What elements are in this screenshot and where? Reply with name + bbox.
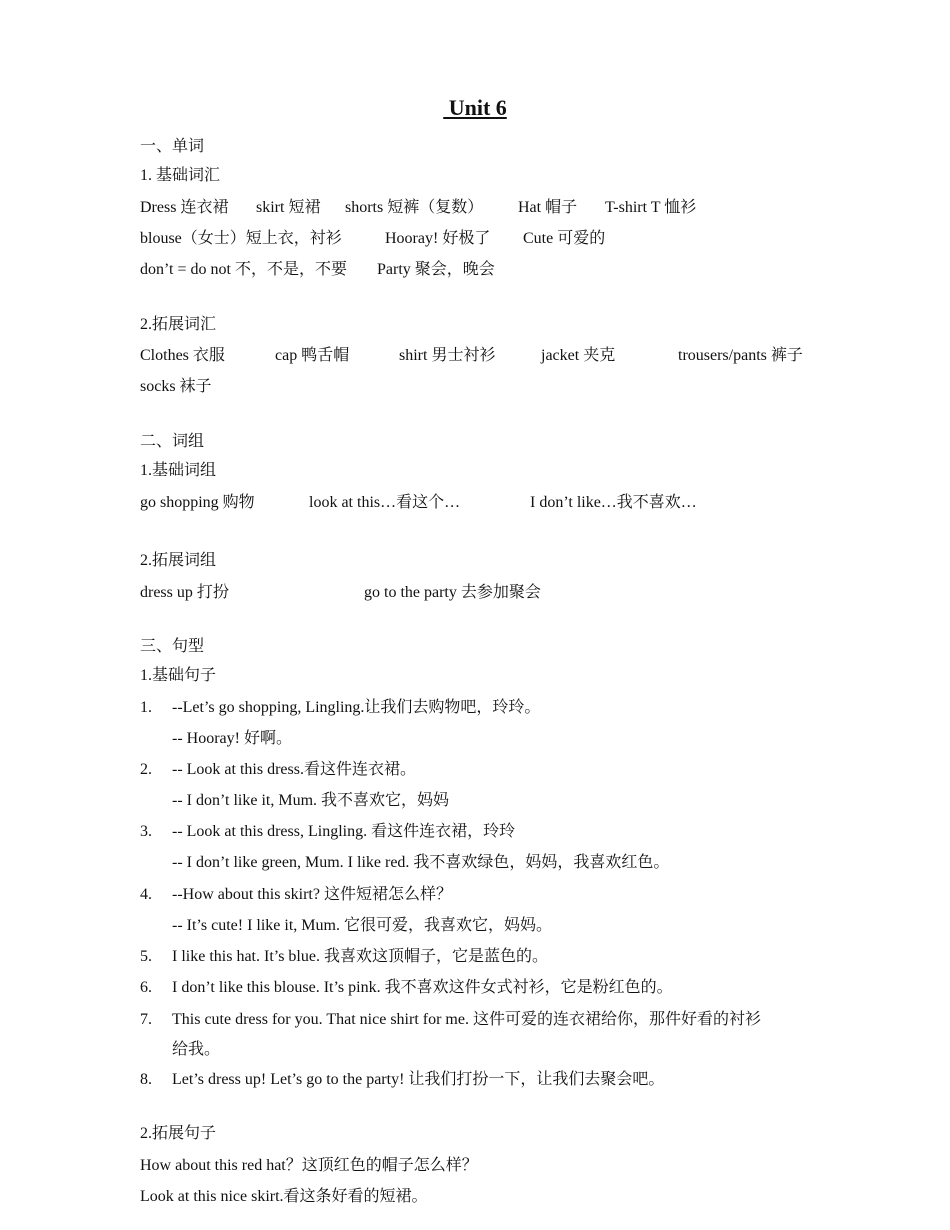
word-entry: shirt 男士衬衫 xyxy=(399,347,496,364)
word-entry: don’t = do not 不，不是，不要 xyxy=(140,261,347,278)
section-heading-words: 一、单词 xyxy=(140,138,205,155)
phrase-entry: go to the party 去参加聚会 xyxy=(364,584,541,601)
list-number: 5. xyxy=(140,948,152,965)
sentence-text: I like this hat. It’s blue. 我喜欢这顶帽子，它是蓝色的。 xyxy=(172,948,548,965)
sentence-text: I don’t like this blouse. It’s pink. 我不喜欢这件女式衬衫，它是粉红色的。 xyxy=(172,979,673,996)
subheading-extended-words: 2.拓展词汇 xyxy=(140,316,217,333)
sentence-text: -- Look at this dress, Lingling. 看这件连衣裙，玲玲 xyxy=(172,823,516,840)
section-heading-sentences: 三、句型 xyxy=(140,638,205,655)
subheading-basic-phrases: 1.基础词组 xyxy=(140,462,217,479)
extended-sentence: Look at this nice skirt.看这条好看的短裙。 xyxy=(140,1188,428,1205)
list-number: 2. xyxy=(140,761,152,778)
subheading-extended-phrases: 2.拓展词组 xyxy=(140,552,217,569)
word-entry: trousers/pants 裤子 xyxy=(678,347,803,364)
word-entry: Cute 可爱的 xyxy=(523,230,606,247)
phrase-entry: look at this…看这个… xyxy=(309,494,461,511)
sentence-text: -- Look at this dress.看这件连衣裙。 xyxy=(172,761,416,778)
list-number: 8. xyxy=(140,1071,152,1088)
word-entry: blouse（女士）短上衣，衬衫 xyxy=(140,230,342,247)
sentence-text: -- I don’t like green, Mum. I like red. 我不喜欢绿色，妈妈，我喜欢红色。 xyxy=(172,854,670,871)
word-entry: T-shirt T 恤衫 xyxy=(605,199,697,216)
list-number: 3. xyxy=(140,823,152,840)
sentence-text: -- It’s cute! I like it, Mum. 它很可爱，我喜欢它，妈妈。 xyxy=(172,917,552,934)
word-entry: skirt 短裙 xyxy=(256,199,321,216)
sentence-text: -- Hooray! 好啊。 xyxy=(172,730,292,747)
subheading-extended-sentences: 2.拓展句子 xyxy=(140,1125,217,1142)
list-number: 6. xyxy=(140,979,152,996)
subheading-basic-sentences: 1.基础句子 xyxy=(140,667,217,684)
list-number: 4. xyxy=(140,886,152,903)
sentence-text: --How about this skirt? 这件短裙怎么样？ xyxy=(172,886,452,903)
list-number: 1. xyxy=(140,699,152,716)
word-entry: cap 鸭舌帽 xyxy=(275,347,350,364)
sentence-text: --Let’s go shopping, Lingling.让我们去购物吧，玲玲。 xyxy=(172,699,541,716)
sentence-text: This cute dress for you. That nice shirt for me. 这件可爱的连衣裙给你，那件好看的衬衫 xyxy=(172,1011,761,1028)
document-title: Unit 6 xyxy=(443,95,507,120)
subheading-basic-words: 1. 基础词汇 xyxy=(140,167,221,184)
extended-sentence: How about this red hat？这顶红色的帽子怎么样？ xyxy=(140,1157,478,1174)
phrase-entry: dress up 打扮 xyxy=(140,584,229,601)
word-entry: shorts 短裤（复数） xyxy=(345,199,484,216)
section-heading-phrases: 二、词组 xyxy=(140,433,205,450)
word-entry: Hat 帽子 xyxy=(518,199,578,216)
phrase-entry: go shopping 购物 xyxy=(140,494,255,511)
word-entry: Dress 连衣裙 xyxy=(140,199,229,216)
word-entry: Hooray! 好极了 xyxy=(385,230,491,247)
phrase-entry: I don’t like…我不喜欢… xyxy=(530,494,697,511)
word-entry: jacket 夹克 xyxy=(541,347,616,364)
sentence-text: Let’s dress up! Let’s go to the party! 让我们打扮一下，让我们去聚会吧。 xyxy=(172,1071,665,1088)
sentence-text: 给我。 xyxy=(172,1041,221,1058)
extended-words-row-2: socks 袜子 xyxy=(140,378,212,395)
sentence-text: -- I don’t like it, Mum. 我不喜欢它，妈妈 xyxy=(172,792,450,809)
list-number: 7. xyxy=(140,1011,152,1028)
word-entry: Clothes 衣服 xyxy=(140,347,225,364)
word-entry: Party 聚会，晚会 xyxy=(377,261,495,278)
